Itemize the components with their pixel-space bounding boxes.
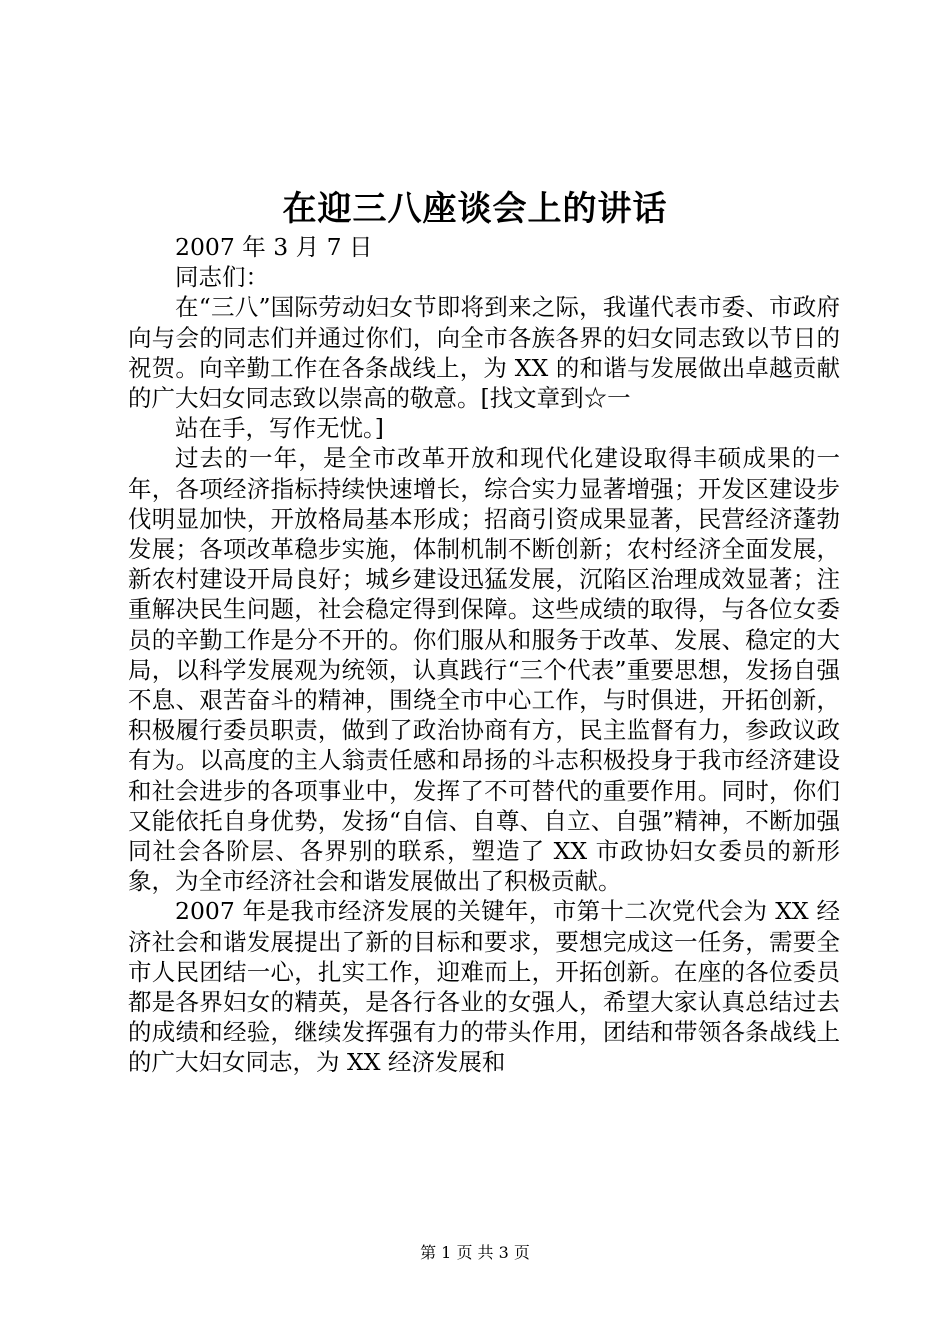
paragraph: 在“三八”国际劳动妇女节即将到来之际，我谨代表市委、市政府向与会的同志们并通过你们，向全市各族各界的妇女同志致以节日的祝贺。向辛勤工作在各条战线上，为 XX 的和谐与发展做出卓越贡献的广大妇女同志致以崇高的敬意。[找文章到☆一 xyxy=(128,293,840,413)
page-footer: 第 1 页 共 3 页 xyxy=(420,1243,530,1262)
paragraph: 站在手，写作无忧。] xyxy=(175,414,384,443)
document-body xyxy=(128,232,840,1078)
paragraph: 过去的一年，是全市改革开放和现代化建设取得丰硕成果的一年，各项经济指标持续快速增长，综合实力显著增强；开发区建设步伐明显加快，开放格局基本形成；招商引资成果显著，民营经济蓬勃发展；各项改革稳步实施，体制机制不断创新；农村经济全面发展，新农村建设开局良好；城乡建设迅猛发展，沉陷区治理成效显著；注重解决民生问题，社会稳定得到保障。这些成绩的取得，与各位女委员的辛勤工作是分不开的。你们服从和服务于改革、发展、稳定的大局，以科学发展观为统领，认真践行“三个代表”重要思想，发扬自强不息、艰苦奋斗的精神，围绕全市中心工作，与时俱进，开拓创新，积极履行委员职责，做到了政治协商有方，民主监督有力，参政议政有为。以高度的主人翁责任感和昂扬的斗志积极投身于我市经济建设和社会进步的各项事业中，发挥了不可替代的重要作用。同时，你们又能依托自身优势，发扬“自信、自尊、自立、自强”精神，不断加强同社会各阶层、各界别的联系，塑造了 XX 市政协妇女委员的新形象，为全市经济社会和谐发展做出了积极贡献。 xyxy=(128,444,840,896)
salutation: 同志们： xyxy=(175,263,269,292)
document-title: 在迎三八座谈会上的讲话 xyxy=(282,189,668,229)
paragraph: 2007 年是我市经济发展的关键年，市第十二次党代会为 XX 经济社会和谐发展提出了新的目标和要求，要想完成这一任务，需要全市人民团结一心，扎实工作，迎难而上，开拓创新。在座的各位委员都是各界妇女的精英，是各行各业的女强人，希望大家认真总结过去的成绩和经验，继续发挥强有力的带头作用，团结和带领各条战线上的广大妇女同志，为 XX 经济发展和 xyxy=(128,897,840,1077)
date-line: 2007 年 3 月 7 日 xyxy=(175,233,373,261)
